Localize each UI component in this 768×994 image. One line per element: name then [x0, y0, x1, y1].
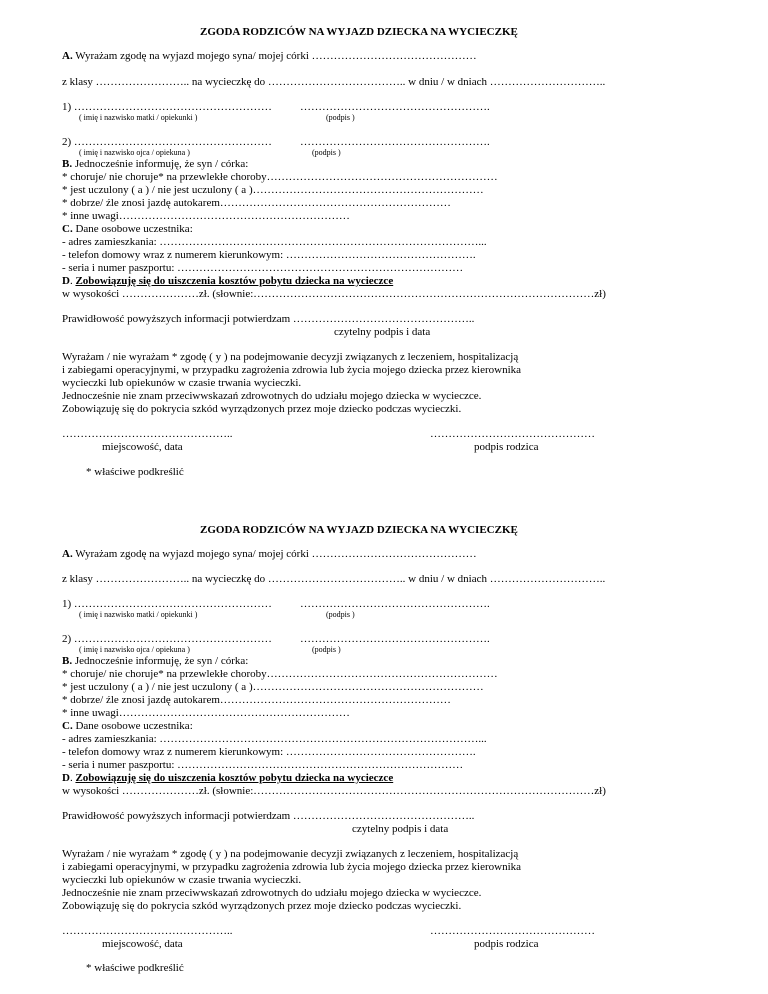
confirm-caption: czytelny podpis i data [334, 326, 431, 338]
home-address-field[interactable]: - adres zamieszkania: ……………………………………………………………………………... [62, 236, 487, 248]
section-b-text: Jednocześnie informuję, że syn / córka: [72, 655, 249, 667]
amount-field[interactable]: w wysokości …………………zł. (słownie:…………………………………………………………………………………zł) [62, 288, 606, 300]
father-signature-caption: (podpis ) [312, 645, 341, 654]
medical-consent-line-2: i zabiegami operacyjnymi, w przypadku zagrożenia zdrowia lub życia mojego dziecka przez kierownika [62, 364, 522, 376]
section-d-heading [62, 275, 393, 288]
footnote: * właściwe podkreślić [86, 466, 184, 478]
mother-signature-field[interactable]: ……………………………………………. [300, 101, 490, 113]
medical-consent-line-5: Zobowiązuję się do pokrycia szkód wyrządzonych przez moje dziecko podczas wycieczki. [62, 900, 462, 912]
footnote: * właściwe podkreślić [86, 962, 184, 974]
form-title: ZGODA RODZICÓW NA WYJAZD DZIECKA NA WYCIECZKĘ [200, 524, 518, 536]
place-date-caption: miejscowość, data [102, 938, 183, 950]
section-d-label: D [62, 772, 70, 784]
mother-name-field[interactable]: 1) ……………………………………………… [62, 101, 272, 113]
class-trip-date-field[interactable]: z klasy …………………….. na wycieczkę do ……………………………….. w dniu / w dniach ………………………….. [62, 573, 606, 585]
other-notes-field[interactable]: * inne uwagi……………………………………………………… [62, 210, 350, 222]
medical-consent-line-4: Jednocześnie nie znam przeciwwskazań zdrowotnych do udziału mojego dziecka w wycieczce. [62, 390, 482, 402]
chronic-illness-field[interactable]: * choruje/ nie choruje* na przewlekłe choroby……………………………………………………… [62, 668, 498, 680]
section-d-dot: . [69, 275, 73, 287]
father-signature-field[interactable]: ……………………………………………. [300, 633, 490, 645]
medical-consent-line-2: i zabiegami operacyjnymi, w przypadku zagrożenia zdrowia lub życia mojego dziecka przez kierownika [62, 861, 522, 873]
class-trip-date-field[interactable]: z klasy …………………….. na wycieczkę do ……………………………….. w dniu / w dniach ………………………….. [62, 76, 606, 88]
section-c-text: Dane osobowe uczestnika: [72, 223, 193, 235]
place-date-caption: miejscowość, data [102, 441, 183, 453]
medical-consent-line-5: Zobowiązuję się do pokrycia szkód wyrządzonych przez moje dziecko podczas wycieczki. [62, 403, 462, 415]
section-b-label: B. [62, 158, 73, 170]
section-d-label: D [62, 275, 70, 287]
confirm-signature-field[interactable]: Prawidłowość powyższych informacji potwierdzam ………………………………………….. [62, 810, 475, 822]
medical-consent-line-3: wycieczki lub opiekunów w czasie trwania wycieczki. [62, 377, 302, 389]
mother-signature-caption: (podpis ) [326, 610, 355, 619]
bus-travel-field[interactable]: * dobrze/ źle znosi jazdę autokarem……………………………………………………… [62, 694, 451, 706]
section-c-heading [62, 720, 193, 733]
section-d-text: Zobowiązuję się do uiszczenia kosztów pobytu dziecka na wycieczce [75, 275, 394, 287]
child-name-field[interactable]: Wyrażam zgodę na wyjazd mojego syna/ mojej córki ……………………………………… [72, 50, 477, 62]
mother-signature-caption: (podpis ) [326, 113, 355, 122]
section-a-label: A. [62, 548, 73, 560]
medical-consent-line-3: wycieczki lub opiekunów w czasie trwania wycieczki. [62, 874, 302, 886]
place-date-field[interactable]: ……………………………………….. [62, 428, 233, 440]
home-phone-field[interactable]: - telefon domowy wraz z numerem kierunkowym: ……………………………………………. [62, 249, 476, 261]
section-b-heading [62, 158, 248, 171]
parent-signature-caption: podpis rodzica [474, 938, 539, 950]
medical-consent-line-4: Jednocześnie nie znam przeciwwskazań zdrowotnych do udziału mojego dziecka w wycieczce. [62, 887, 482, 899]
parent-signature-field[interactable]: ……………………………………… [430, 925, 595, 937]
father-name-caption: ( imię i nazwisko ojca / opiekuna ) [79, 645, 190, 654]
form-title: ZGODA RODZICÓW NA WYJAZD DZIECKA NA WYCIECZKĘ [200, 26, 518, 38]
mother-name-caption: ( imię i nazwisko matki / opiekunki ) [79, 113, 198, 122]
parent-signature-field[interactable]: ……………………………………… [430, 428, 595, 440]
home-address-field[interactable]: - adres zamieszkania: ……………………………………………………………………………... [62, 733, 487, 745]
father-signature-field[interactable]: ……………………………………………. [300, 136, 490, 148]
allergy-field[interactable]: * jest uczulony ( a ) / nie jest uczulony ( a )……………………………………………………… [62, 681, 484, 693]
child-name-field[interactable]: Wyrażam zgodę na wyjazd mojego syna/ mojej córki ……………………………………… [72, 548, 477, 560]
parent-signature-caption: podpis rodzica [474, 441, 539, 453]
section-d-heading [62, 772, 393, 785]
section-d-text: Zobowiązuję się do uiszczenia kosztów pobytu dziecka na wycieczce [75, 772, 394, 784]
father-name-caption: ( imię i nazwisko ojca / opiekuna ) [79, 148, 190, 157]
medical-consent-line-1: Wyrażam / nie wyrażam * zgodę ( y ) na podejmowanie decyzji związanych z leczeniem, hospitalizacją [62, 848, 519, 860]
home-phone-field[interactable]: - telefon domowy wraz z numerem kierunkowym: ……………………………………………. [62, 746, 476, 758]
allergy-field[interactable]: * jest uczulony ( a ) / nie jest uczulony ( a )……………………………………………………… [62, 184, 484, 196]
father-name-field[interactable]: 2) ……………………………………………… [62, 136, 272, 148]
father-signature-caption: (podpis ) [312, 148, 341, 157]
section-c-label: C. [62, 720, 73, 732]
mother-name-field[interactable]: 1) ……………………………………………… [62, 598, 272, 610]
mother-name-caption: ( imię i nazwisko matki / opiekunki ) [79, 610, 198, 619]
section-c-label: C. [62, 223, 73, 235]
section-d-dot: . [69, 772, 73, 784]
section-b-heading [62, 655, 248, 668]
section-b-label: B. [62, 655, 73, 667]
section-a-line [62, 548, 477, 561]
section-a-label: A. [62, 50, 73, 62]
section-b-text: Jednocześnie informuję, że syn / córka: [72, 158, 249, 170]
chronic-illness-field[interactable]: * choruje/ nie choruje* na przewlekłe choroby……………………………………………………… [62, 171, 498, 183]
confirm-signature-field[interactable]: Prawidłowość powyższych informacji potwierdzam ………………………………………….. [62, 313, 475, 325]
passport-field[interactable]: - seria i numer paszportu: …………………………………………………………………… [62, 262, 464, 274]
amount-field[interactable]: w wysokości …………………zł. (słownie:…………………………………………………………………………………zł) [62, 785, 606, 797]
section-a-line [62, 50, 477, 63]
father-name-field[interactable]: 2) ……………………………………………… [62, 633, 272, 645]
section-c-text: Dane osobowe uczestnika: [72, 720, 193, 732]
mother-signature-field[interactable]: ……………………………………………. [300, 598, 490, 610]
section-c-heading [62, 223, 193, 236]
confirm-caption: czytelny podpis i data [352, 823, 449, 835]
other-notes-field[interactable]: * inne uwagi……………………………………………………… [62, 707, 350, 719]
medical-consent-line-1: Wyrażam / nie wyrażam * zgodę ( y ) na podejmowanie decyzji związanych z leczeniem, hospitalizacją [62, 351, 519, 363]
place-date-field[interactable]: ……………………………………….. [62, 925, 233, 937]
passport-field[interactable]: - seria i numer paszportu: …………………………………………………………………… [62, 759, 464, 771]
bus-travel-field[interactable]: * dobrze/ źle znosi jazdę autokarem……………………………………………………… [62, 197, 451, 209]
